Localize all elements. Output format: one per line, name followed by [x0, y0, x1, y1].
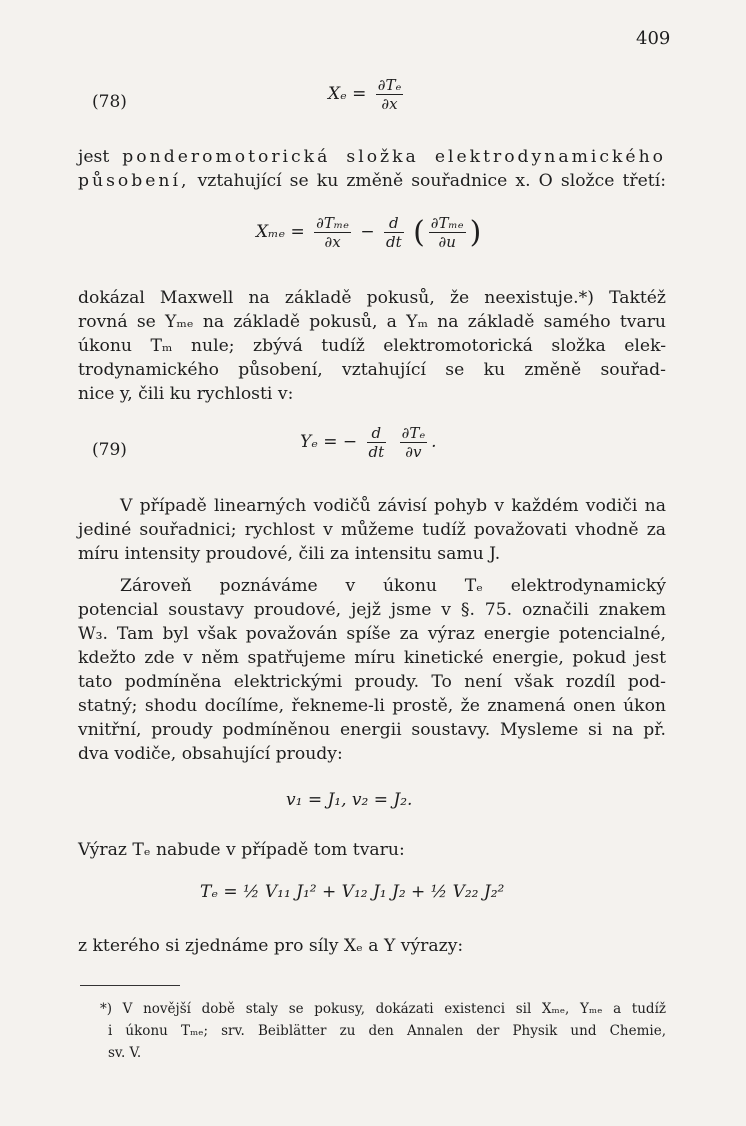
para4-line4: kdežto zde v něm spatřujeme míru kinetické energie, pokud jest	[78, 648, 666, 668]
para3-line1: V případě linearných vodičů závisí pohyb v každém vodiči na	[120, 496, 666, 516]
equation-78-number: (78)	[92, 92, 127, 112]
para4-line6: statný; shodu docílíme, řekneme-li prostě, že znamená onen úkon	[78, 696, 666, 716]
equation-78-fraction	[376, 76, 404, 113]
para4-line2: potencial soustavy proudové, jejž jsme v §. 75. označili znakem	[78, 600, 666, 620]
equation-xme: Xₘₑ = $\frac{\text{∂Tₘₑ}}{\partial x}$ − $\frac{d}{dt}$ ( $\frac{\text{∂Tₘₑ}}{\partial u}$ )	[256, 214, 482, 251]
footnote-rule	[80, 985, 180, 986]
footnote-line3: sv. V.	[108, 1045, 142, 1061]
para4-line7: vnitřní, proudy podmíněnou energii soustavy. Mysleme si na př.	[78, 720, 666, 740]
para2-line2: rovná se Yₘₑ na základě pokusů, a Yₘ na základě samého tvaru	[78, 312, 666, 332]
footnote-line2: i úkonu Tₘₑ; srv. Beiblätter zu den Annalen der Physik und Chemie,	[108, 1023, 666, 1039]
para4-line3: W₃. Tam byl však považován spíše za výraz energie potencialné,	[78, 624, 666, 644]
equation-78-denominator: ∂x	[381, 95, 398, 113]
equation-78-numerator: ∂Tₑ	[377, 76, 402, 94]
footnote-line1: *) V novější době staly se pokusy, dokázati existenci sil Xₘₑ, Yₘₑ a tudíž	[100, 1001, 666, 1017]
para4-line1: Zároveň poznáváme v úkonu Tₑ elektrodynamický	[120, 576, 666, 596]
equation-velocities: v₁ = J₁, v₂ = J₂.	[286, 790, 413, 810]
para5-line: Výraz Tₑ nabude v případě tom tvaru:	[78, 840, 405, 860]
para3-line2: jediné souřadnici; rychlost v můžeme tudíž považovati vhodně za	[78, 520, 666, 540]
para2-line4: trodynamického působení, vztahující se ku změně souřad-	[78, 360, 666, 380]
para2-line5: nice y, čili ku rychlosti v:	[78, 384, 294, 404]
para1-line2: působení, vztahující se ku změně souřadnice x. O složce třetí:	[78, 171, 666, 191]
equation-79-number: (79)	[92, 440, 127, 460]
para1-line1: jest ponderomotorická složka elektrodynamického	[78, 147, 666, 167]
equation-78	[328, 76, 407, 113]
para3-line3: míru intensity proudové, čili za intensitu samu J.	[78, 544, 501, 564]
para2-line3: úkonu Tₘ nule; zbývá tudíž elektromotorická složka elek-	[78, 336, 666, 356]
equation-te: Tₑ = ½ V₁₁ J₁² + V₁₂ J₁ J₂ + ½ V₂₂ J₂²	[200, 882, 505, 902]
para2-line1: dokázal Maxwell na základě pokusů, že neexistuje.*) Taktéž	[78, 288, 666, 308]
para4-line5: tato podmíněna elektrickými proudy. To není však rozdíl pod-	[78, 672, 666, 692]
equation-79-lhs: Yₑ = −	[300, 432, 358, 452]
para6-line: z kterého si zjednáme pro síly Xₑ a Y výrazy:	[78, 936, 464, 956]
equation-78-lhs: Xₑ =	[328, 84, 367, 104]
equation-xme-lhs: Xₘₑ =	[256, 222, 305, 242]
equation-79: Yₑ = − $\frac{d}{dt}$ $\frac{\text{∂Tₑ}}{\partial v}$ .	[300, 424, 437, 461]
page-number: 409	[636, 28, 671, 49]
para4-line8: dva vodiče, obsahující proudy:	[78, 744, 343, 764]
